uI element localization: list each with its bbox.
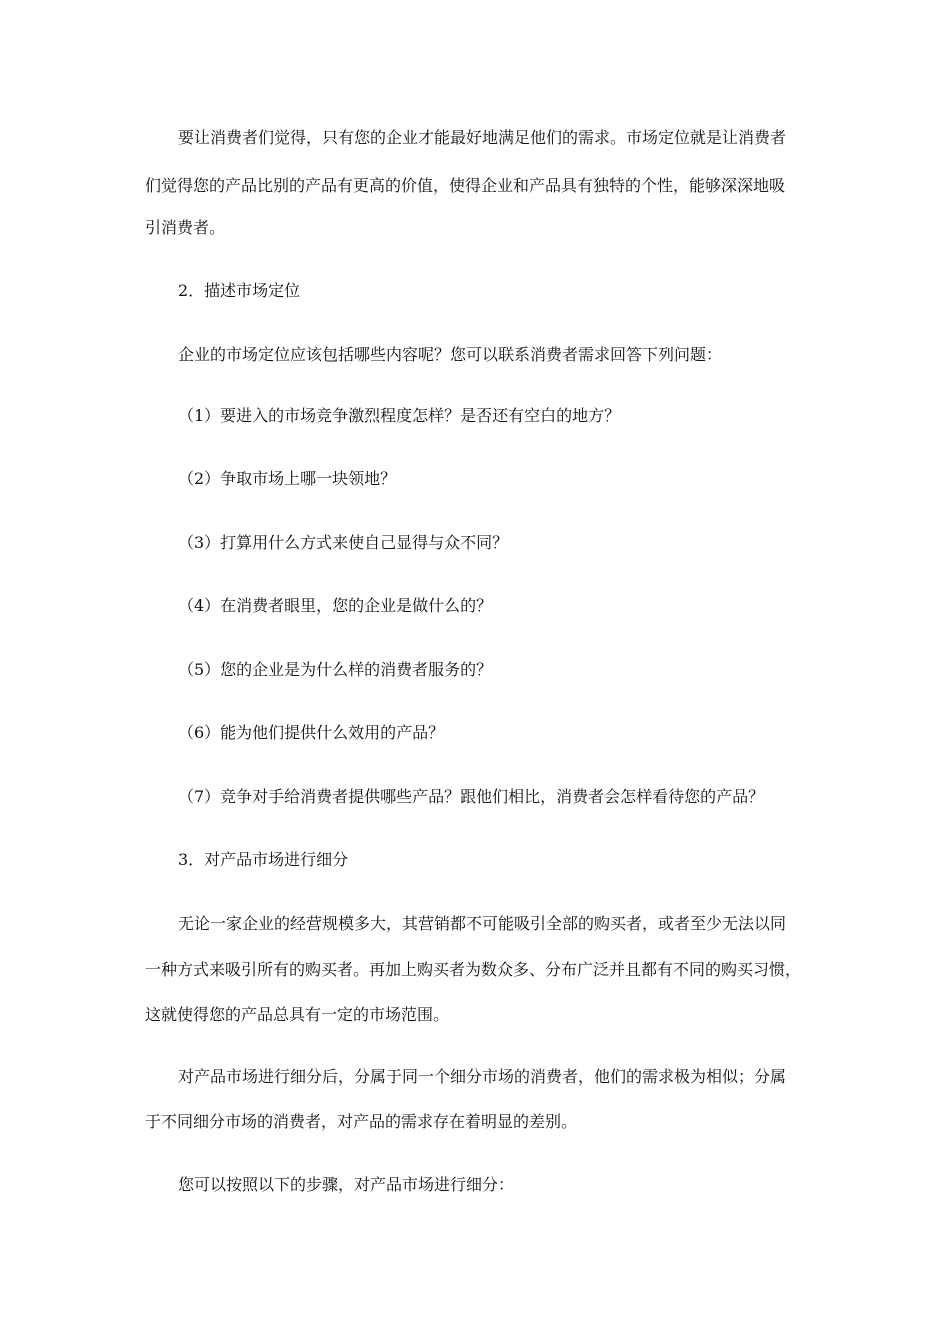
- list-item: （3）打算用什么方式来使自己显得与众不同？: [178, 533, 509, 552]
- list-item: （2）争取市场上哪一块领地？: [178, 469, 397, 488]
- paragraph-line: 要让消费者们觉得，只有您的企业才能最好地满足他们的需求。市场定位就是让消费者: [178, 128, 787, 147]
- paragraph-line: 于不同细分市场的消费者，对产品的需求存在着明显的差别。: [145, 1112, 578, 1131]
- list-item: （4）在消费者眼里，您的企业是做什么的？: [178, 596, 493, 615]
- list-item: （1）要进入的市场竞争激烈程度怎样？是否还有空白的地方？: [178, 406, 621, 425]
- list-item: （5）您的企业是为什么样的消费者服务的？: [178, 660, 493, 679]
- paragraph-line: 对产品市场进行细分后，分属于同一个细分市场的消费者，他们的需求极为相似；分属: [178, 1067, 787, 1086]
- paragraph-line: 引消费者。: [145, 218, 226, 237]
- paragraph-line: 企业的市场定位应该包括哪些内容呢？您可以联系消费者需求回答下列问题：: [178, 345, 723, 364]
- paragraph-line: 们觉得您的产品比别的产品有更高的价值，使得企业和产品具有独特的个性，能够深深地吸: [145, 176, 786, 195]
- paragraph-line: 这就使得您的产品总具有一定的市场范围。: [145, 1005, 450, 1024]
- section-heading: 3．对产品市场进行细分: [178, 850, 349, 869]
- paragraph-line: 无论一家企业的经营规模多大，其营销都不可能吸引全部的购买者，或者至少无法以同: [178, 914, 787, 933]
- paragraph-line: 一种方式来吸引所有的购买者。再加上购买者为数众多、分布广泛并且都有不同的购买习惯，: [145, 960, 802, 979]
- section-heading: 2．描述市场定位: [178, 281, 301, 300]
- paragraph-line: 您可以按照以下的步骤，对产品市场进行细分：: [178, 1175, 515, 1194]
- list-item: （6）能为他们提供什么效用的产品？: [178, 723, 445, 742]
- list-item: （7）竞争对手给消费者提供哪些产品？跟他们相比，消费者会怎样看待您的产品？: [178, 787, 765, 806]
